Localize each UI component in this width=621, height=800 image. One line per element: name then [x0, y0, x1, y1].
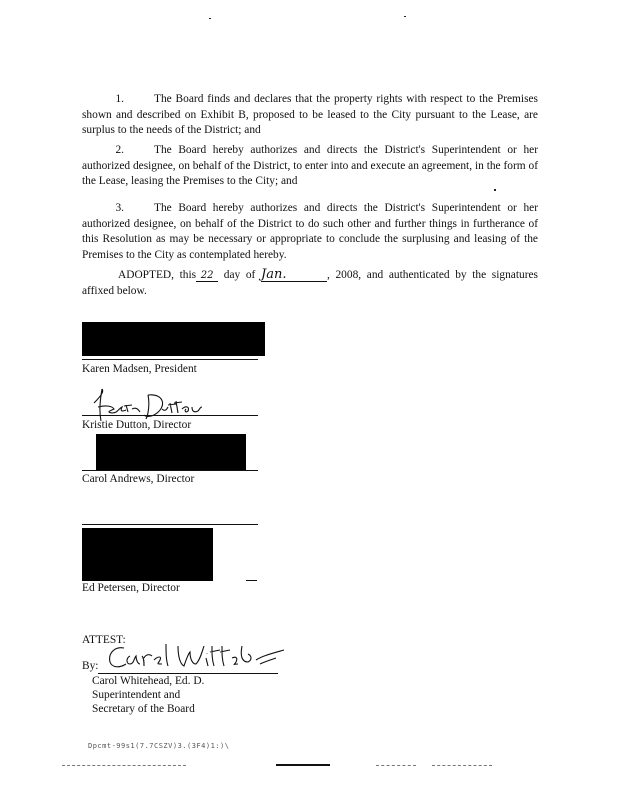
signature-line [246, 580, 257, 581]
signatory-name: Ed Petersen, Director [82, 582, 180, 594]
footer-dash [62, 765, 186, 767]
attest-name: Carol Whitehead, Ed. D. [92, 675, 205, 687]
paragraph-1 [82, 92, 538, 139]
redacted-signature [82, 322, 265, 356]
paragraph-3 [82, 201, 538, 263]
attest-signature-line [98, 673, 278, 674]
signature-line [82, 359, 258, 360]
attest-title-line2: Secretary of the Board [92, 703, 195, 715]
scan-speck [209, 18, 211, 19]
attest-title-line1: Superintendent and [92, 689, 181, 701]
adoption-middle: day of [223, 269, 256, 281]
paragraph-2 [82, 143, 538, 190]
adoption-day: 22 [196, 270, 218, 282]
adoption-paragraph [82, 268, 538, 299]
carol-whitehead-signature [100, 638, 296, 676]
scan-speck [494, 189, 496, 191]
adoption-month: Jan. [261, 269, 327, 282]
paragraph-number: 2. [115, 144, 124, 156]
signatory-name: Karen Madsen, President [82, 363, 197, 375]
redacted-signature [96, 434, 246, 470]
signature-line [82, 470, 258, 471]
signature-line [82, 524, 258, 525]
footer-dash [376, 765, 416, 767]
signatory-name: Carol Andrews, Director [82, 473, 195, 485]
document-code: Dpcmt-99s1(7.7CSZV)3.(3F4)1:)\ [88, 742, 230, 750]
attest-by-label: By: [82, 660, 99, 672]
paragraph-text: The Board hereby authorizes and directs the District's Superintendent or her authorized designee, on behalf of the District to do such other and further things in furtherance of this Resolution as may be necessary or appropriate to conclude the surplusing and leasing of the Premises to the City as contemplated hereby. [82, 202, 538, 261]
attest-label: ATTEST: [82, 634, 126, 646]
paragraph-text: The Board finds and declares that the property rights with respect to the Premises shown and described on Exhibit B, proposed to be leased to the City pursuant to the Lease, are surplus to the needs of the District; and [82, 93, 538, 137]
redacted-signature [82, 528, 213, 581]
adoption-suffix: , 2008, and authenticated by the signatures affixed below. [82, 269, 538, 297]
signature-line [82, 415, 258, 416]
paragraph-number: 1. [115, 93, 124, 105]
signatory-name: Kristie Dutton, Director [82, 419, 192, 431]
footer-rule [276, 764, 330, 766]
scan-speck [404, 16, 406, 17]
paragraph-number: 3. [115, 202, 124, 214]
footer-dash [432, 765, 492, 767]
paragraph-text: The Board hereby authorizes and directs the District's Superintendent or her authorized designee, on behalf of the District, to enter into and execute an agreement, in the form of the Lease, leasing the Premises to the City; and [82, 144, 538, 188]
adoption-prefix: ADOPTED, this [118, 269, 197, 281]
